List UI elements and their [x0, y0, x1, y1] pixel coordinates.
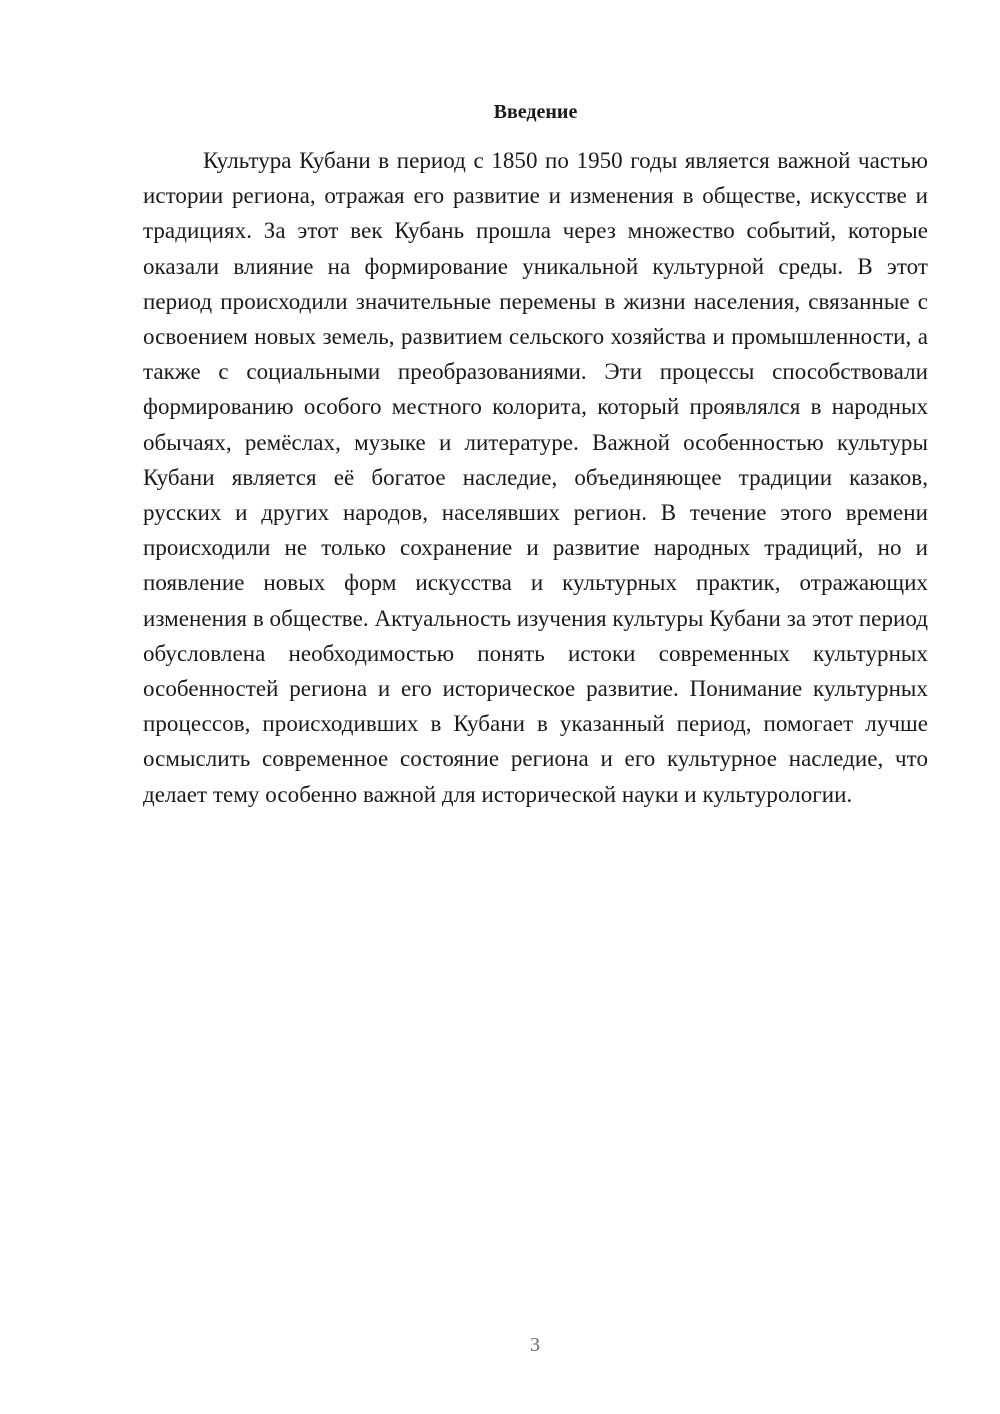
- section-heading: Введение: [493, 101, 578, 123]
- body-paragraph: Культура Кубани в период с 1850 по 1950 годы является важной частью истории региона, отражая его развитие и изменения в обществе, искусстве и традициях. За этот век Кубань прошла через множество событий, которые оказали влияние на формирование уникальной культурной среды. В этот период происходили значительные перемены в жизни населения, связанные с освоением новых земель, развитием сельского хозяйства и промышленности, а также с социальными преобразованиями. Эти процессы способствовали формированию особого местного колорита, который проявлялся в народных обычаях, ремёслах, музыке и литературе. Важной особенностью культуры Кубани является её богатое наследие, объединяющее традиции казаков, русских и других народов, населявших регион. В течение этого времени происходили не только сохранение и развитие народных традиций, но и появление новых форм искусства и культурных практик, отражающих изменения в обществе. Актуальность изучения культуры Кубани за этот период обусловлена необходимостью понять истоки современных культурных особенностей региона и его историческое развитие. Понимание культурных процессов, происходивших в Кубани в указанный период, помогает лучше осмыслить современное состояние региона и его культурное наследие, что делает тему особенно важной для исторической науки и культурологии.: [143, 148, 928, 807]
- page-number: 3: [530, 1334, 540, 1356]
